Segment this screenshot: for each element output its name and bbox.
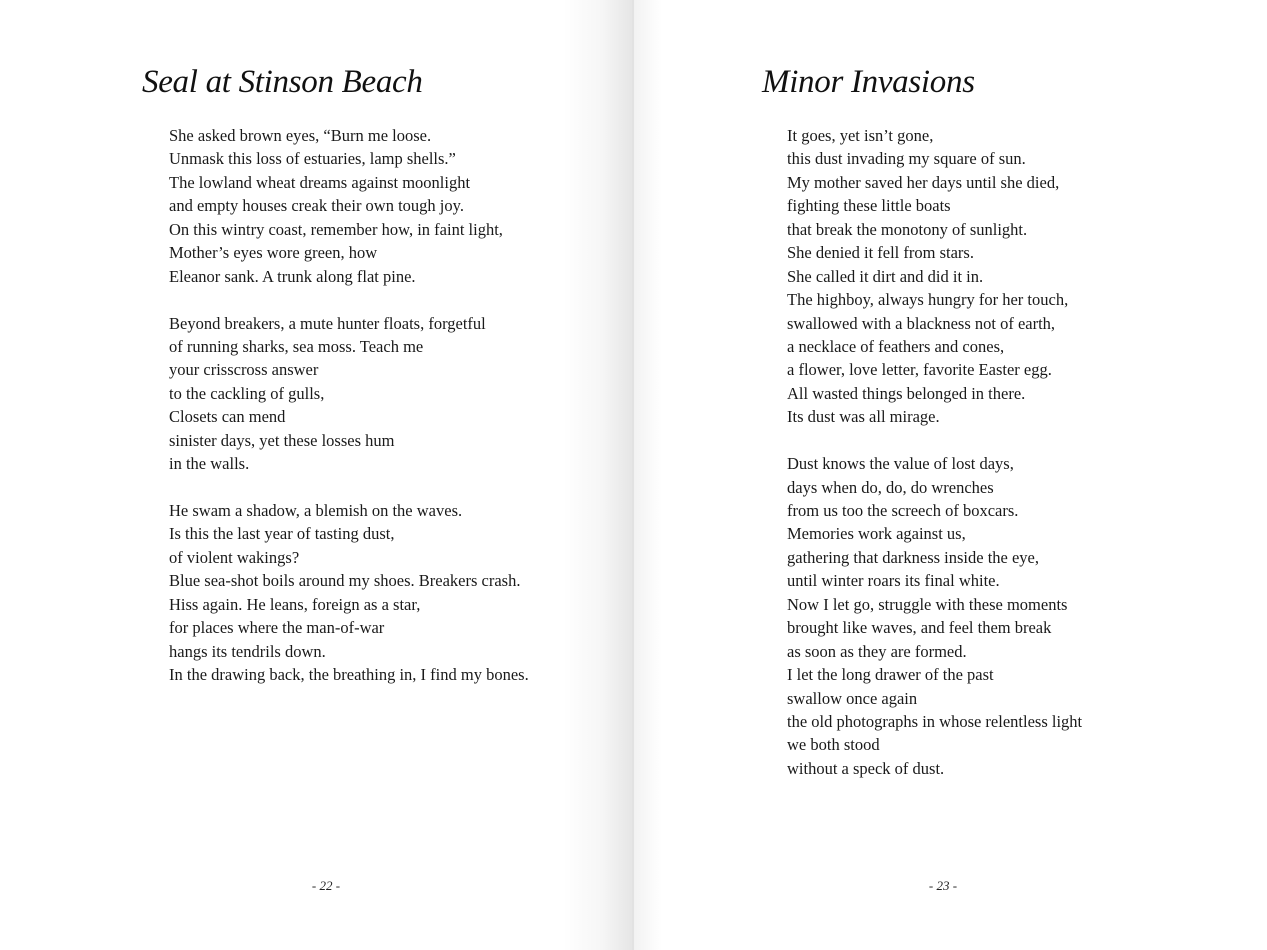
right-page (634, 0, 1267, 950)
poem-line: days when do, do, do wrenches (787, 477, 994, 497)
poem-line: for places where the man-of-war (169, 618, 385, 638)
poem-line: On this wintry coast, remember how, in faint light, (169, 219, 503, 239)
poem-line: Dust knows the value of lost days, (787, 454, 1014, 474)
poem-line: Memories work against us, (787, 524, 966, 544)
poem-line: swallowed with a blackness not of earth, (787, 313, 1056, 333)
poem-line: without a speck of dust. (787, 758, 945, 778)
page-number: - 23 - (928, 878, 958, 893)
poem-line: She denied it fell from stars. (787, 243, 974, 263)
poem-title: Seal at Stinson Beach (142, 64, 423, 100)
poem-line: My mother saved her days until she died, (787, 172, 1060, 192)
poem-line: from us too the screech of boxcars. (787, 501, 1019, 520)
poem-line: Is this the last year of tasting dust, (169, 524, 395, 544)
poem-line: She called it dirt and did it in. (787, 266, 984, 286)
poem-line: Closets can mend (169, 407, 286, 427)
stanza (169, 499, 529, 687)
stanza (169, 124, 529, 288)
gutter-shadow (634, 0, 662, 950)
poem-line: Blue sea-shot boils around my shoes. Breakers crash. (169, 571, 521, 591)
stanza (787, 452, 1082, 780)
poem-line: of running sharks, sea moss. Teach me (169, 336, 424, 356)
poem-line: as soon as they are formed. (787, 641, 967, 661)
poem-line: Its dust was all mirage. (787, 407, 940, 427)
poem-line: to the cackling of gulls, (169, 383, 325, 403)
poem-line: She asked brown eyes, “Burn me loose. (169, 126, 432, 145)
poem-line: The highboy, always hungry for her touch, (787, 290, 1069, 310)
poem-line: in the walls. (169, 454, 250, 474)
stanza (169, 312, 529, 476)
poem-title: Minor Invasions (762, 64, 975, 100)
left-page (0, 0, 633, 950)
gutter-shadow (563, 0, 633, 950)
poem-line: until winter roars its final white. (787, 571, 1000, 591)
poem-line: Mother’s eyes wore green, how (169, 243, 378, 263)
poem-line: the old photographs in whose relentless light (787, 711, 1083, 731)
poem-line: In the drawing back, the breathing in, I find my bones. (169, 665, 529, 685)
poem-line: Eleanor sank. A trunk along flat pine. (169, 266, 416, 286)
poem-line: your crisscross answer (169, 360, 319, 380)
poem-line: that break the monotony of sunlight. (787, 219, 1028, 239)
poem-line: Unmask this loss of estuaries, lamp shells.” (169, 149, 456, 169)
poem-line: He swam a shadow, a blemish on the waves. (169, 501, 463, 520)
poem-line: gathering that darkness inside the eye, (787, 547, 1040, 567)
page-number: - 22 - (311, 878, 341, 893)
poem-line: brought like waves, and feel them break (787, 618, 1052, 638)
poem-body (169, 124, 529, 687)
poem-line: I let the long drawer of the past (787, 665, 994, 685)
poem-line: sinister days, yet these losses hum (169, 430, 395, 450)
poem-line: Beyond breakers, a mute hunter floats, forgetful (169, 313, 486, 333)
poem-body (787, 124, 1082, 780)
poem-line: a flower, love letter, favorite Easter egg. (787, 360, 1052, 380)
poem-line: It goes, yet isn’t gone, (787, 126, 934, 145)
poem-line: a necklace of feathers and cones, (787, 336, 1005, 356)
poem-line: Now I let go, struggle with these moments (787, 594, 1068, 614)
poem-line: The lowland wheat dreams against moonlight (169, 172, 471, 192)
poem-line: fighting these little boats (787, 196, 951, 216)
poem-line: hangs its tendrils down. (169, 641, 326, 661)
poem-line: Hiss again. He leans, foreign as a star, (169, 594, 421, 614)
poem-line: and empty houses creak their own tough joy. (169, 196, 464, 216)
poem-line: we both stood (787, 735, 880, 755)
poem-line: All wasted things belonged in there. (787, 383, 1026, 403)
poem-line: of violent wakings? (169, 547, 300, 567)
stanza (787, 124, 1082, 429)
poem-line: this dust invading my square of sun. (787, 149, 1026, 169)
poem-line: swallow once again (787, 688, 918, 708)
